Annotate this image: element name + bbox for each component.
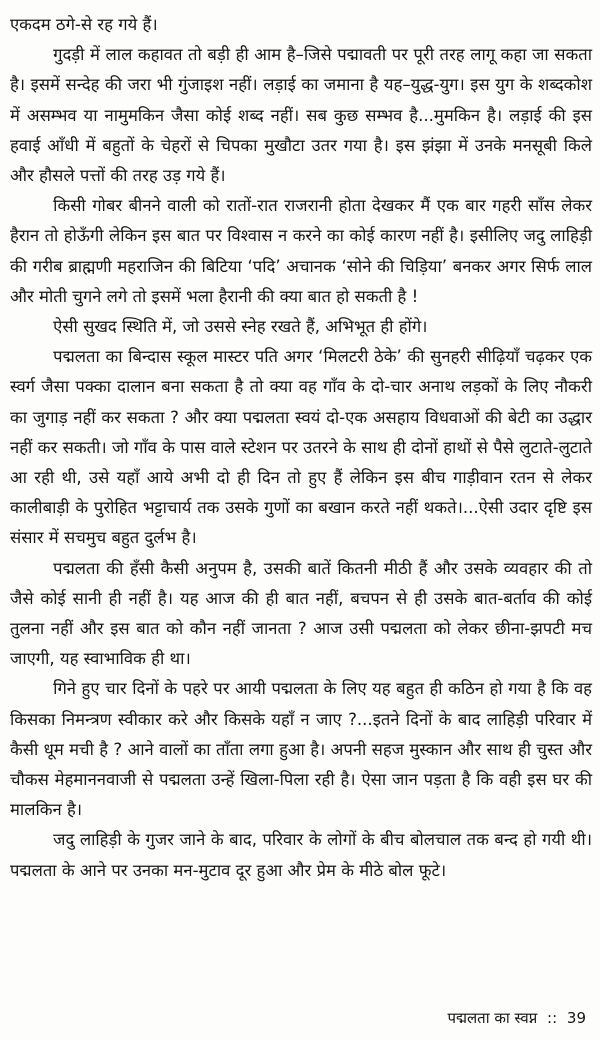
running-title: पद्मलता का स्वप्न xyxy=(447,1009,538,1027)
body-text xyxy=(10,10,592,886)
paragraph-4: ऐसी सुखद स्थिति में, जो उससे स्नेह रखते हैं, अभिभूत ही होंगे। xyxy=(53,317,428,337)
page-footer xyxy=(447,1008,586,1028)
paragraph-1: एकदम ठगे-से रह गये हैं। xyxy=(10,15,158,34)
page-number: 39 xyxy=(566,1009,586,1027)
footer-separator: :: xyxy=(547,1009,558,1027)
paragraph-8: जदु लाहिड़ी के गुजर जाने के बाद, परिवार के लोगों के बीच बोलचाल तक बन्द हो गयी थी। पद्मलता के आने पर उनका मन-मुटाव दूर हुआ और प्रेम के मीठे बोल फूटे। xyxy=(10,830,592,880)
paragraph-7: गिने हुए चार दिनों के पहरे पर आयी पद्मलता के लिए यह बहुत ही कठिन हो गया है कि वह किसका निमन्त्रण स्वीकार करे और किसके यहाँ न जाए ?...इतने दिनों के बाद लाहिड़ी परिवार में कैसी धूम मची है ? आने वालों का ताँता लगा हुआ है। अपनी सहज मुस्कान और साथ ही चुस्त और चौकस मेहमाननवाजी से पद्मलता उन्हें खिला-पिला रही है। ऐसा जान पड़ता है कि वही इस घर की मालकिन है। xyxy=(10,679,592,820)
paragraph-3: किसी गोबर बीनने वाली को रातों-रात राजरानी होता देखकर मैं एक बार गहरी साँस लेकर हैरान तो होऊँगी लेकिन इस बात पर विश्वास न करने का कोई कारण नहीं है। इसीलिए जदु लाहिड़ी की गरीब ब्राह्मणी महराजिन की बिटिया ‘पदि’ अचानक ‘सोने की चिड़िया’ बनकर अगर सिर्फ लाल और मोती चुगने लगे तो इसमें भला हैरानी की क्या बात हो सकती है ! xyxy=(10,196,592,306)
paragraph-5: पद्मलता का बिन्दास स्कूल मास्टर पति अगर ‘मिलटरी ठेके’ की सुनहरी सीढ़ियाँ चढ़कर एक स्वर्ग जैसा पक्का दालान बना सकता है तो क्या वह गाँव के दो-चार अनाथ लड़कों के लिए नौकरी का जुगाड़ नहीं कर सकता ? और क्या पद्मलता स्वयं दो-एक असहाय विधवाओं की बेटी का उद्धार नहीं कर सकती। जो गाँव के पास वाले स्टेशन पर उतरने के साथ ही दोनों हाथों से पैसे लुटाते-लुटाते आ रही थी, उसे यहाँ आये अभी दो ही दिन तो हुए हैं लेकिन इस बीच गाड़ीवान रतन से लेकर कालीबाड़ी के पुरोहित भट्टाचार्य तक उसके गुणों का बखान करते नहीं थकते।...ऐसी उदार दृष्टि इस संसार में सचमुच बहुत दुर्लभ है। xyxy=(10,347,592,548)
paragraph-6: पद्मलता की हँसी कैसी अनुपम है, उसकी बातें कितनी मीठी हैं और उसके व्यवहार की तो जैसे कोई सानी ही नहीं है। यह आज की ही बात नहीं, बचपन से ही उसके बात-बर्ताव की कोई तुलना नहीं और इस बात को कौन नहीं जानता ? आज उसी पद्मलता को लेकर छीना-झपटी मच जाएगी, यह स्वाभाविक ही था। xyxy=(10,558,592,669)
paragraph-2: गुदड़ी में लाल कहावत तो बड़ी ही आम है–जिसे पद्मावती पर पूरी तरह लागू कहा जा सकता है। इसमें सन्देह की जरा भी गुंजाइश नहीं। लड़ाई का जमाना है यह–युद्ध-युग। इस युग के शब्दकोश में असम्भव या नामुमकिन जैसा कोई शब्द नहीं। सब कुछ सम्भव है...मुमकिन है। लड़ाई की इस हवाई आँधी में बहुतों के चेहरों से चिपका मुखौटा उतर गया है। इस झंझा में उनके मनसूबी किले और हौसले पत्तों की तरह उड़ गये हैं। xyxy=(10,45,592,186)
